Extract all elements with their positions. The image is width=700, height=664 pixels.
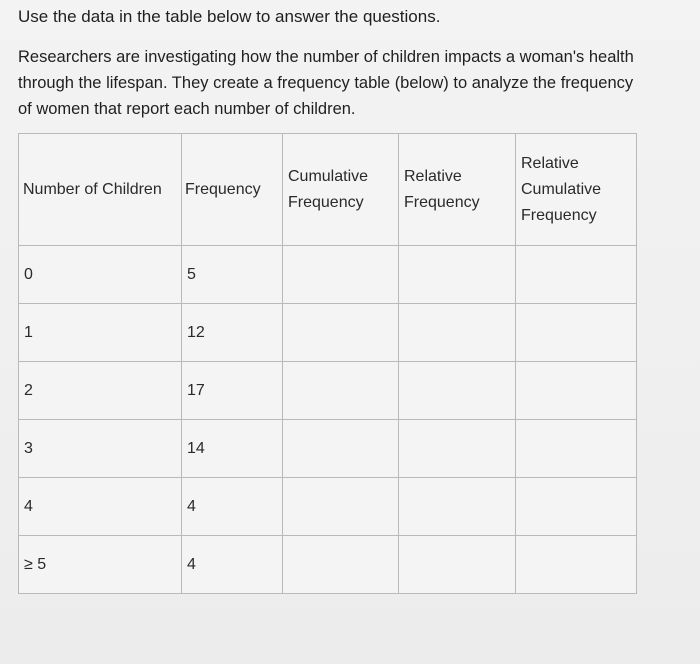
relative-frequency-cell[interactable] <box>399 536 516 594</box>
table-row <box>19 246 637 304</box>
frequency-table <box>18 133 637 594</box>
children-cell: 1 <box>19 304 182 362</box>
table-row <box>19 304 637 362</box>
paragraph-line: through the lifespan. They create a frequency table (below) to analyze the frequency <box>18 74 634 92</box>
relative-cumulative-frequency-cell[interactable] <box>516 304 637 362</box>
table-row <box>19 362 637 420</box>
frequency-cell: 4 <box>182 536 283 594</box>
header-cumulative-frequency <box>283 134 399 246</box>
table-row <box>19 420 637 478</box>
cumulative-frequency-cell[interactable] <box>283 478 399 536</box>
frequency-cell: 14 <box>182 420 283 478</box>
table-row <box>19 536 637 594</box>
header-relative-frequency <box>399 134 516 246</box>
relative-cumulative-frequency-cell[interactable] <box>516 362 637 420</box>
relative-frequency-cell[interactable] <box>399 304 516 362</box>
frequency-cell: 4 <box>182 478 283 536</box>
relative-frequency-cell[interactable] <box>399 420 516 478</box>
frequency-cell: 5 <box>182 246 283 304</box>
header-number-of-children: Number of Children <box>19 134 182 246</box>
intro-paragraph <box>18 44 698 122</box>
relative-frequency-cell[interactable] <box>399 362 516 420</box>
relative-cumulative-frequency-cell[interactable] <box>516 246 637 304</box>
relative-frequency-cell[interactable] <box>399 246 516 304</box>
header-frequency: Frequency <box>182 134 283 246</box>
table-header-row <box>19 134 637 246</box>
paragraph-line: of women that report each number of children. <box>18 100 356 118</box>
table-row <box>19 478 637 536</box>
relative-frequency-cell[interactable] <box>399 478 516 536</box>
header-relative-cumulative-frequency-text: Relative Cumulative Frequency <box>521 154 602 224</box>
relative-cumulative-frequency-cell[interactable] <box>516 536 637 594</box>
children-cell: ≥ 5 <box>19 536 182 594</box>
instruction-text: Use the data in the table below to answer the questions. <box>18 7 441 26</box>
children-cell: 4 <box>19 478 182 536</box>
paragraph-line: Researchers are investigating how the number of children impacts a woman's health <box>18 48 634 66</box>
relative-cumulative-frequency-cell[interactable] <box>516 420 637 478</box>
children-cell: 0 <box>19 246 182 304</box>
header-relative-cumulative-frequency <box>516 134 637 246</box>
cumulative-frequency-cell[interactable] <box>283 304 399 362</box>
header-cumulative-frequency-text: Cumulative Frequency <box>288 167 369 211</box>
relative-cumulative-frequency-cell[interactable] <box>516 478 637 536</box>
cumulative-frequency-cell[interactable] <box>283 362 399 420</box>
children-cell: 3 <box>19 420 182 478</box>
header-relative-frequency-text: Relative Frequency <box>404 167 480 211</box>
frequency-cell: 12 <box>182 304 283 362</box>
cumulative-frequency-cell[interactable] <box>283 420 399 478</box>
cumulative-frequency-cell[interactable] <box>283 246 399 304</box>
frequency-cell: 17 <box>182 362 283 420</box>
cumulative-frequency-cell[interactable] <box>283 536 399 594</box>
children-cell: 2 <box>19 362 182 420</box>
